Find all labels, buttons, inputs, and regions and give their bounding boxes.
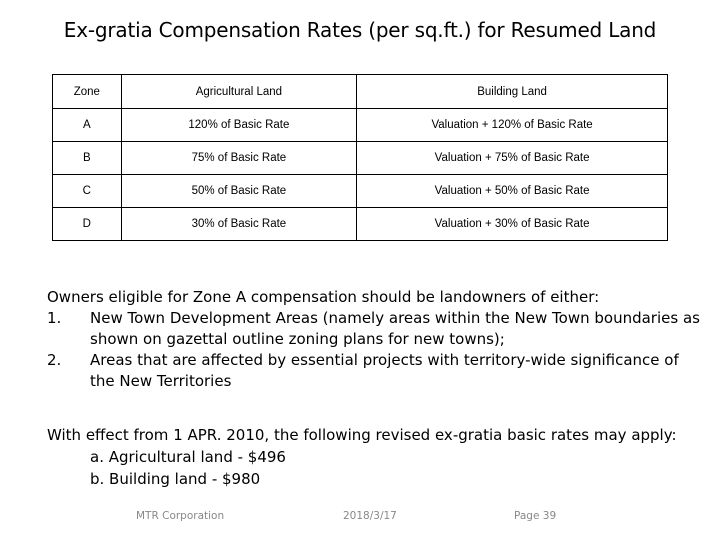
- zone-cell: D: [53, 208, 122, 241]
- eligibility-section: [47, 286, 707, 392]
- table-header-row: [53, 75, 668, 109]
- revised-rate-item: b. Building land - $980: [90, 470, 261, 488]
- list-text: Areas that are affected by essential projects with territory-wide significance of the New Territories: [90, 351, 679, 390]
- revised-rate-item: a. Agricultural land - $496: [90, 448, 286, 466]
- table-row: [53, 175, 668, 208]
- building-rate-cell: Valuation + 75% of Basic Rate: [357, 142, 668, 175]
- table-row: [53, 109, 668, 142]
- slide-title: Ex-gratia Compensation Rates (per sq.ft.) for Resumed Land: [63, 18, 657, 42]
- header-agricultural-land: Agricultural Land: [121, 75, 357, 109]
- zone-cell: A: [53, 109, 122, 142]
- agricultural-rate-cell: 120% of Basic Rate: [121, 109, 357, 142]
- list-text: New Town Development Areas (namely areas within the New Town boundaries as shown on gazettal outline zoning plans for new towns);: [90, 309, 700, 348]
- table-row: [53, 142, 668, 175]
- zone-cell: B: [53, 142, 122, 175]
- footer-date: 2018/3/17: [343, 510, 397, 522]
- building-rate-cell: Valuation + 120% of Basic Rate: [357, 109, 668, 142]
- header-zone: Zone: [53, 75, 122, 109]
- agricultural-rate-cell: 30% of Basic Rate: [121, 208, 357, 241]
- eligibility-intro: Owners eligible for Zone A compensation should be landowners of either:: [47, 288, 600, 306]
- building-rate-cell: Valuation + 30% of Basic Rate: [357, 208, 668, 241]
- header-building-land: Building Land: [357, 75, 668, 109]
- building-rate-cell: Valuation + 50% of Basic Rate: [357, 175, 668, 208]
- table-row: [53, 208, 668, 241]
- zone-cell: C: [53, 175, 122, 208]
- footer-page-number: Page 39: [514, 510, 557, 522]
- agricultural-rate-cell: 50% of Basic Rate: [121, 175, 357, 208]
- list-item: [47, 308, 707, 350]
- agricultural-rate-cell: 75% of Basic Rate: [121, 142, 357, 175]
- footer-organization: MTR Corporation: [136, 510, 225, 522]
- list-number: 2.: [47, 351, 62, 369]
- revised-rates-intro: With effect from 1 APR. 2010, the following revised ex-gratia basic rates may apply:: [47, 426, 677, 444]
- compensation-rates-table: [52, 74, 668, 241]
- list-item: [47, 350, 707, 392]
- list-number: 1.: [47, 309, 62, 327]
- revised-rates-section: [47, 424, 707, 490]
